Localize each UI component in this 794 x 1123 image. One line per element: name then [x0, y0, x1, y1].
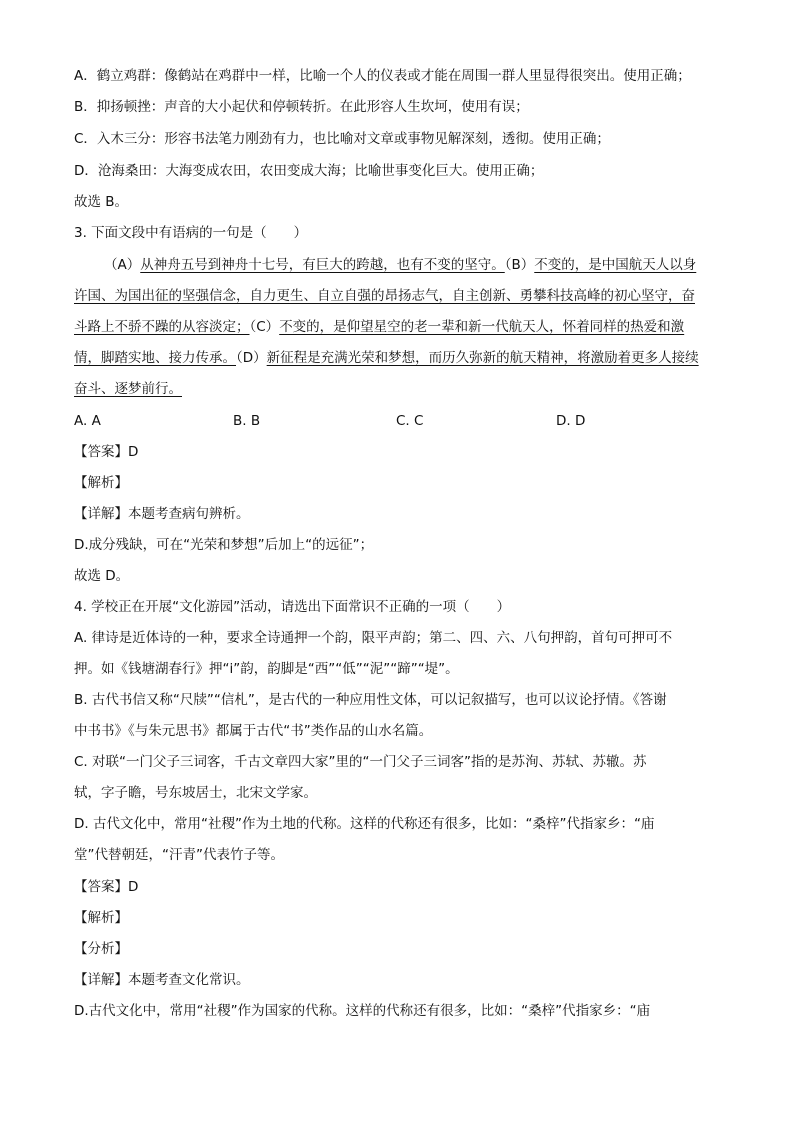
- choose-line: 故选 B。: [74, 194, 129, 210]
- q4-option-d-line-1: D. 古代文化中，常用“社稷”作为土地的代称。这样的代称还有很多，比如：“桑梓”代指家乡：“庙: [74, 816, 655, 832]
- sentence-c-label: （C）: [249, 319, 280, 335]
- q4-answer: [74, 878, 138, 896]
- option-c-explanation: C．入木三分：形容书法笔力刚劲有力，也比喻对文章或事物见解深刻，透彻。使用正确；: [74, 131, 610, 147]
- sentence-c-end: 情，脚踏实地、接力传承。: [74, 350, 236, 366]
- q4-option-b-line-2: 中书书》《与朱元思书》都属于古代“书”类作品的山水名篇。: [74, 723, 433, 739]
- question-4-stem: 4. 学校正在开展“文化游园”活动，请选出下面常识不正确的一项（ ）: [74, 599, 511, 615]
- sentence-b-label: （B）: [504, 257, 535, 273]
- q3-choose-line: 故选 D。: [74, 568, 130, 584]
- q4-option-a-line-2: 押。如《钱塘湖春行》押“i”韵，韵脚是“西”“低”“泥”“蹄”“堤”。: [74, 661, 459, 677]
- answer-value: D: [128, 444, 139, 460]
- sentence-d-end: 奋斗、逐梦前行。: [74, 381, 182, 397]
- sentence-d-text: 新征程是充满光荣和梦想，而历久弥新的航天精神，将激励着更多人接续: [266, 350, 699, 366]
- q4-analysis-label: 【解析】: [74, 910, 128, 926]
- answer-label: 【答案】: [74, 444, 128, 460]
- q4-fenxi-label: 【分析】: [74, 941, 128, 957]
- sentence-d-label: （D）: [236, 350, 267, 366]
- q3-analysis-label: 【解析】: [74, 475, 128, 491]
- sentence-a-label: （A）: [104, 257, 141, 273]
- q3-option-a: A. A: [74, 413, 101, 429]
- sentence-c-text: 不变的，是仰望星空的老一辈和新一代航天人，怀着同样的热爱和激: [279, 319, 685, 335]
- answer-label: 【答案】: [74, 879, 128, 895]
- passage-line-1: [104, 256, 696, 274]
- q3-option-b: B. B: [233, 413, 261, 429]
- q4-detail: 【详解】本题考查文化常识。: [74, 972, 250, 988]
- sentence-b-text: 不变的，是中国航天人以身: [534, 257, 697, 273]
- question-3-stem: 3. 下面文段中有语病的一句是（ ）: [74, 225, 308, 241]
- sentence-b-end: 斗路上不骄不躁的从容淡定；: [74, 319, 250, 335]
- option-a-explanation: A．鹤立鸡群：像鹤站在鸡群中一样，比喻一个人的仪表或才能在周围一群人里显得很突出。使用正确；: [74, 68, 691, 84]
- sentence-a-text: 从神舟五号到神舟十七号，有巨大的跨越，也有不变的坚守。: [140, 257, 505, 273]
- q3-detail: 【详解】本题考查病句辨析。: [74, 506, 250, 522]
- passage-line-5: [74, 380, 182, 398]
- q3-d-explanation: D.成分残缺，可在“光荣和梦想”后加上“的远征”；: [74, 537, 374, 553]
- q4-option-a-line-1: A. 律诗是近体诗的一种，要求全诗通押一个韵，限平声韵；第二、四、六、八句押韵，首句可押可不: [74, 630, 673, 646]
- q4-option-c-line-2: 轼，字子瞻，号东坡居士，北宋文学家。: [74, 785, 317, 801]
- q4-option-d-line-2: 堂”代替朝廷，“汗青”代表竹子等。: [74, 847, 284, 863]
- passage-line-2: [74, 287, 695, 305]
- option-d-explanation: D．沧海桑田：大海变成农田，农田变成大海；比喻世事变化巨大。使用正确；: [74, 163, 544, 179]
- q3-option-c: C. C: [396, 413, 424, 429]
- q3-answer: [74, 443, 138, 461]
- option-b-explanation: B．抑扬顿挫：声音的大小起伏和停顿转折。在此形容人生坎坷，使用有误；: [74, 99, 529, 115]
- sentence-b-cont: 许国、为国出征的坚强信念，自力更生、自立自强的昂扬志气，自主创新、勇攀科技高峰的初心坚守，奋: [74, 288, 695, 304]
- q4-option-b-line-1: B. 古代书信又称“尺牍”“信札”，是古代的一种应用性文体，可以记叙描写，也可以议论抒情。《答谢: [74, 692, 667, 708]
- q3-option-d: D. D: [556, 413, 586, 429]
- answer-value: D: [128, 879, 139, 895]
- q4-option-c-line-1: C. 对联“一门父子三词客，千古文章四大家”里的“一门父子三词客”指的是苏洵、苏轼、苏辙。苏: [74, 754, 647, 770]
- passage-line-3: [74, 318, 684, 336]
- q4-d-explanation: D.古代文化中，常用“社稷”作为国家的代称。这样的代称还有很多，比如：“桑梓”代指家乡：“庙: [74, 1003, 651, 1019]
- passage-line-4: [74, 349, 699, 367]
